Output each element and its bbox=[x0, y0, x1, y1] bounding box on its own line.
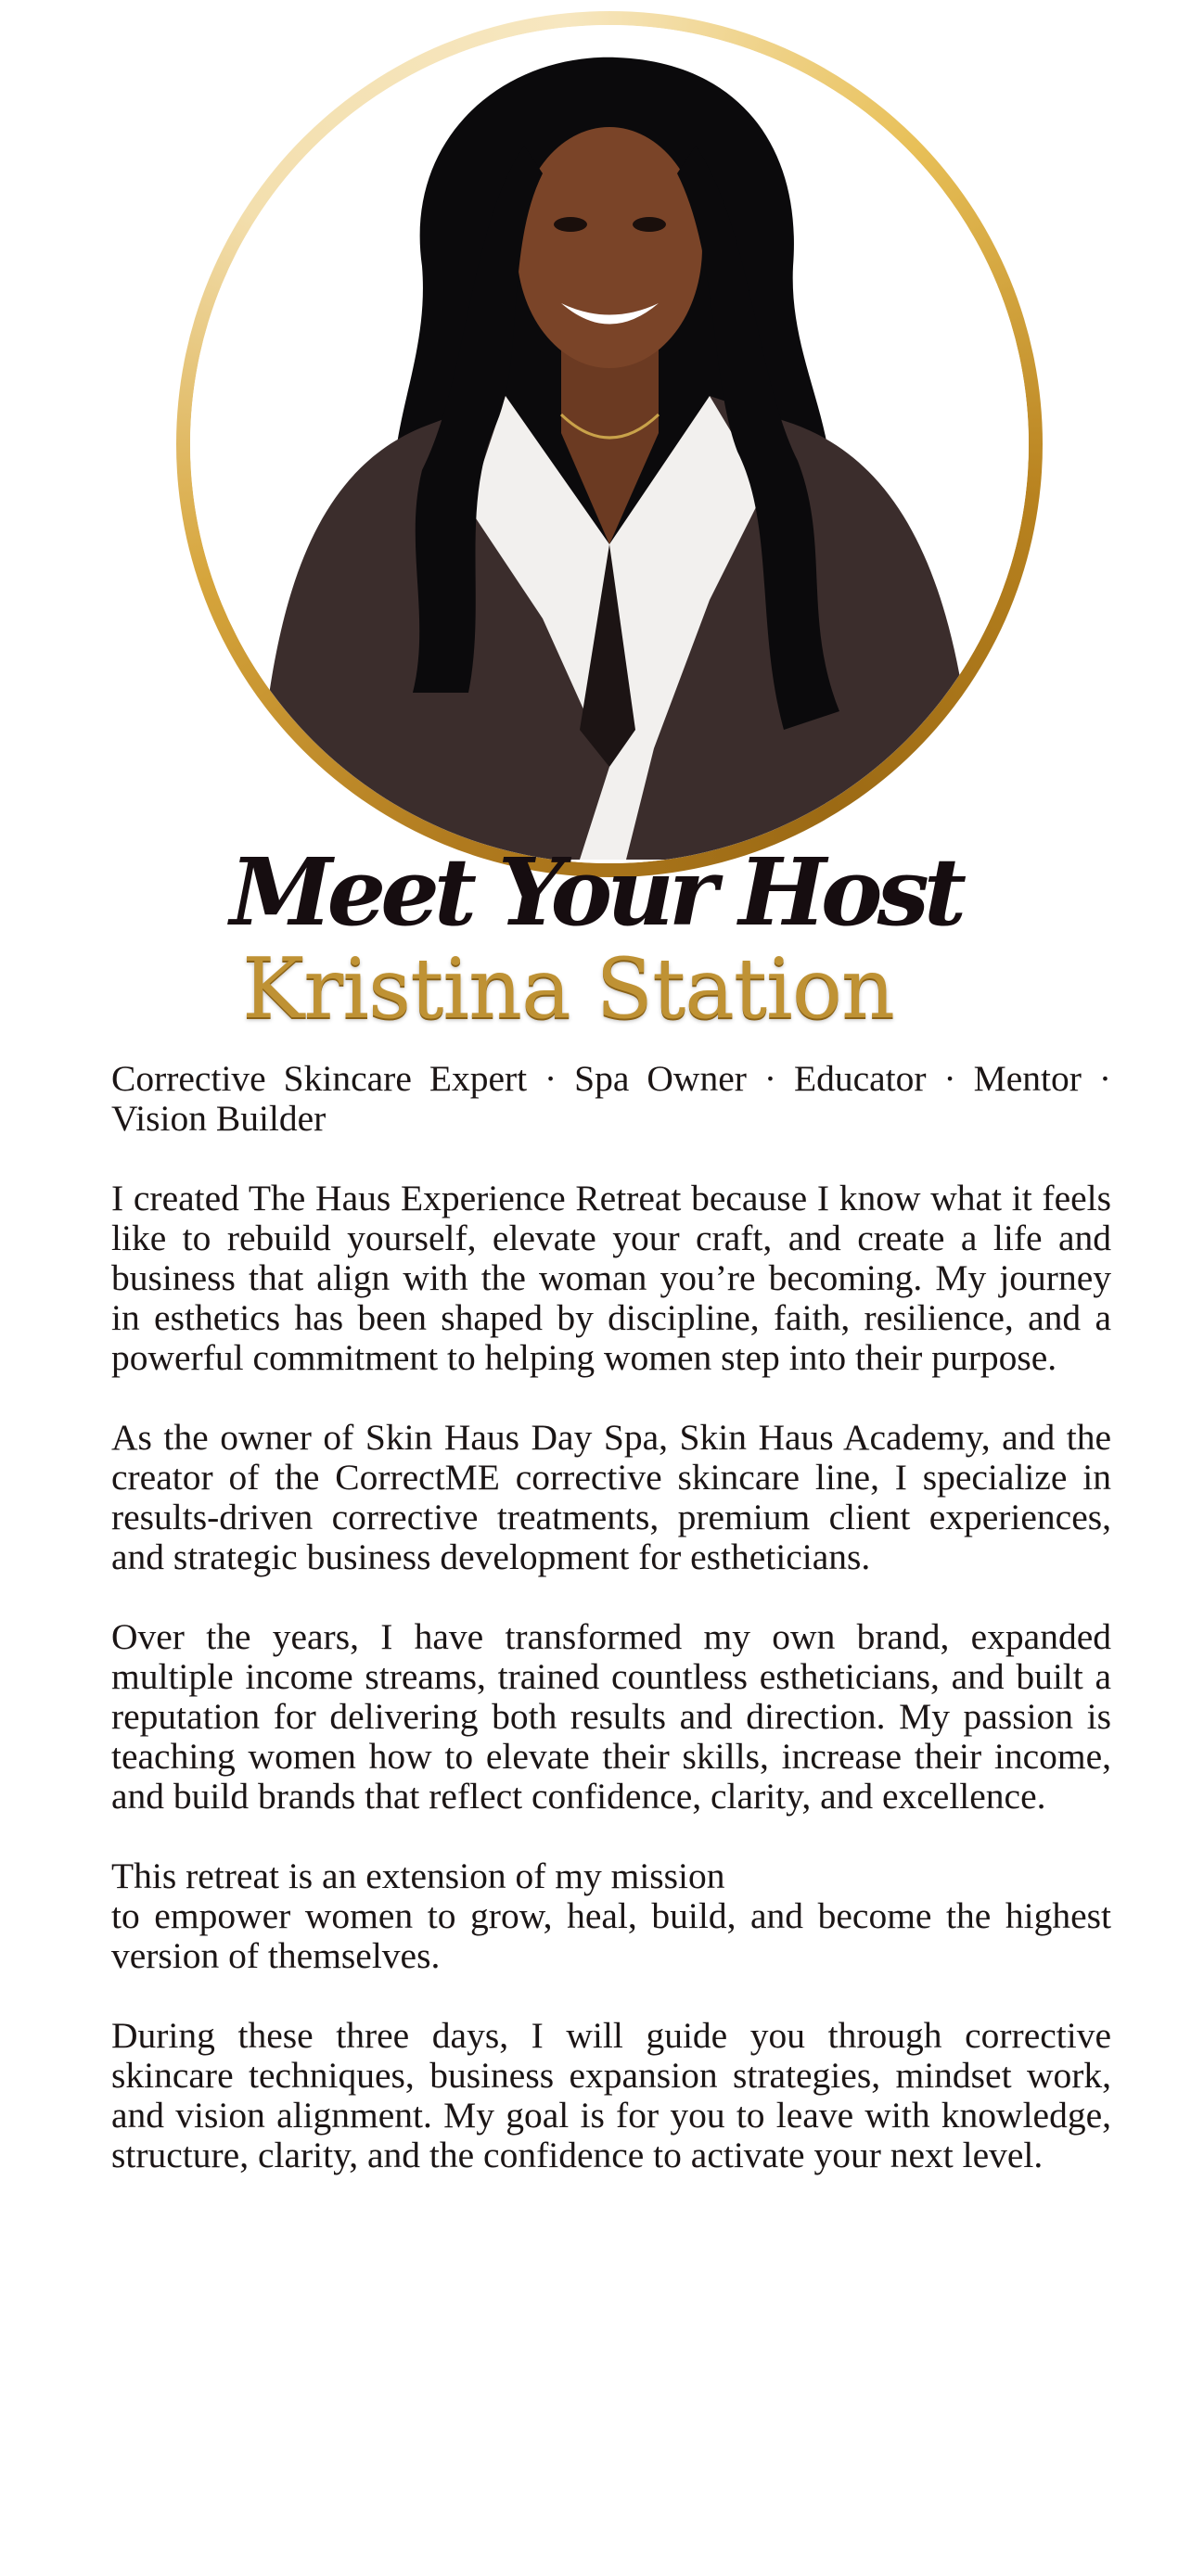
host-portrait bbox=[176, 11, 1043, 877]
bio-paragraph-2: As the owner of Skin Haus Day Spa, Skin Haus Academy, and the creator of the CorrectME corrective skincare line, I specialize in results-driven corrective treatments, premium client experiences, and strategic business development for estheticians. bbox=[111, 1417, 1111, 1577]
portrait-illustration bbox=[190, 25, 1029, 863]
host-bio bbox=[111, 1059, 1111, 2215]
bio-paragraph-4 bbox=[111, 1856, 1111, 1976]
bio-paragraph-1: I created The Haus Experience Retreat because I know what it feels like to rebuild yourself, elevate your craft, and create a life and business that align with the woman you’re becoming. My journey in esthetics has been shaped by discipline, faith, resilience, and a powerful commitment to helping women step into their purpose. bbox=[111, 1178, 1111, 1378]
bio-paragraph-5: During these three days, I will guide you through corrective skincare techniques, business expansion strategies, mindset work, and vision alignment. My goal is for you to leave with knowledge, structure, clarity, and the confidence to activate your next level. bbox=[111, 2015, 1111, 2175]
bio-paragraph-4-line-2: to empower women to grow, heal, build, and become the highest version of themselves. bbox=[111, 1895, 1111, 1976]
bio-paragraph-3: Over the years, I have transformed my own brand, expanded multiple income streams, trained countless estheticians, and built a reputation for delivering both results and direction. My passion is teaching women how to elevate their skills, increase their income, and build brands that reflect confidence, clarity, and excellence. bbox=[111, 1616, 1111, 1817]
bio-paragraph-4-line-1: This retreat is an extension of my mission bbox=[111, 1855, 725, 1896]
portrait-photo bbox=[190, 25, 1029, 863]
host-tagline: Corrective Skincare Expert · Spa Owner · Educator · Mentor · Vision Builder bbox=[111, 1058, 1111, 1139]
meet-your-host-heading: Meet Your Host bbox=[229, 837, 962, 947]
host-name: Kristina Station bbox=[242, 940, 894, 1038]
